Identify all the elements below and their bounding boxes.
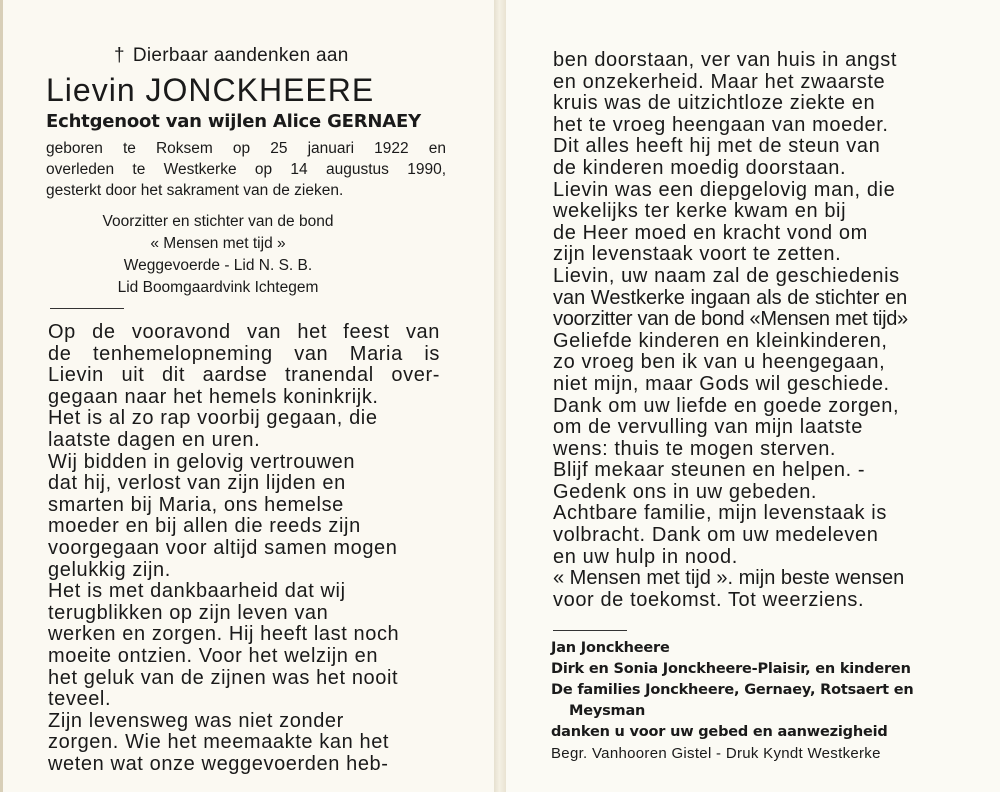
- signature-line: De families Jonckheere, Gernaey, Rotsaert en: [551, 682, 914, 698]
- text-line: voorgegaan voor altijd samen mogen: [48, 536, 398, 559]
- text-line: van Westkerke ingaan als de stichter en: [553, 286, 908, 309]
- text-line: Blijf mekaar steunen en helpen. -: [553, 459, 866, 482]
- text-line: laatste dagen en uren.: [48, 428, 261, 451]
- text-line: en onzekerheid. Maar het zwaarste: [553, 70, 886, 93]
- text-line: zorgen. Wie het meemaakte kan het: [48, 731, 390, 754]
- card-edge: [0, 0, 3, 792]
- text-line: Het is al zo rap voorbij gegaan, die: [48, 407, 378, 430]
- dedication-line: [114, 44, 446, 68]
- text-line: het te vroeg heengaan van moeder.: [553, 113, 889, 136]
- text-line: terugblikken op zijn leven van: [48, 601, 329, 624]
- text-line: zijn levenstaak voort te zetten.: [553, 243, 842, 266]
- text-line: Gedenk ons in uw gebeden.: [553, 480, 818, 503]
- memorial-header: [46, 44, 446, 299]
- text-line: niet mijn, maar Gods wil geschiede.: [553, 372, 890, 395]
- signature-line: danken u voor uw gebed en aanwezigheid: [551, 724, 888, 740]
- text-line: Lievin was een diepgelovig man, die: [553, 178, 896, 201]
- birth-line: geboren te Roksem op 25 januari 1922 en: [46, 140, 446, 157]
- text-line: de kinderen moedig doorstaan.: [553, 156, 847, 179]
- death-line: overleden te Westkerke op 14 augustus 1990,: [46, 161, 446, 178]
- cross-icon: †: [114, 45, 125, 66]
- text-line: Op de vooravond van het feest van: [48, 321, 440, 343]
- text-line: dat hij, verlost van zijn lijden en: [48, 472, 346, 495]
- signature-line: Meysman: [569, 703, 646, 719]
- affiliation-line: Voorzitter en stichter van de bond: [102, 213, 334, 230]
- affiliation-line: Lid Boomgaardvink Ichtegem: [117, 279, 319, 296]
- text-line: Lievin uit dit aardse tranendal over-: [48, 364, 440, 387]
- text-line: weten wat onze weggevoerden heb-: [48, 752, 389, 775]
- text-line: wekelijks ter kerke kwam en bij: [553, 200, 847, 223]
- text-line: zo vroeg ben ik van u heengegaan,: [553, 351, 886, 374]
- affiliations: [46, 211, 390, 299]
- text-line: Lievin, uw naam zal de geschiedenis: [553, 264, 900, 287]
- text-line: moeder en bij allen die reeds zijn: [48, 515, 361, 538]
- dedication-text: Dierbaar aandenken aan: [132, 45, 349, 66]
- text-line: en uw hulp in nood.: [553, 545, 738, 568]
- text-line: de Heer moed en kracht vond om: [553, 221, 868, 244]
- left-divider: [50, 308, 124, 309]
- text-line: moeite ontzien. Voor het welzijn en: [48, 644, 379, 667]
- text-line: ben doorstaan, ver van huis in angst: [553, 49, 898, 71]
- text-line: volbracht. Dank om uw medeleven: [553, 524, 879, 547]
- printer-credit: Begr. Vanhooren Gistel - Druk Kyndt Westkerke: [551, 745, 881, 762]
- text-line: gelukkig zijn.: [48, 558, 171, 581]
- sacrament-line: gesterkt door het sakrament van de zieken.: [46, 182, 344, 199]
- text-line: Wij bidden in gelovig vertrouwen: [48, 450, 356, 473]
- text-line: Dank om uw liefde en goede zorgen,: [553, 394, 900, 417]
- affiliation-line: « Mensen met tijd »: [150, 235, 286, 252]
- text-line: werken en zorgen. Hij heeft last noch: [48, 623, 400, 646]
- text-line: wens: thuis te mogen sterven.: [553, 437, 837, 460]
- right-divider: [553, 630, 627, 631]
- text-line: teveel.: [48, 688, 112, 711]
- signatures: [551, 638, 971, 764]
- text-line: Dit alles heeft hij met de steun van: [553, 135, 881, 158]
- text-line: gegaan naar het hemels koninkrijk.: [48, 385, 379, 408]
- text-line: Zijn levensweg was niet zonder: [48, 709, 344, 732]
- text-line: Achtbare familie, mijn levenstaak is: [553, 502, 887, 525]
- text-line: kruis was de uitzichtloze ziekte en: [553, 92, 876, 115]
- text-line: Het is met dankbaarheid dat wij: [48, 580, 346, 603]
- affiliation-line: Weggevoerde - Lid N. S. B.: [123, 257, 313, 274]
- text-line: het geluk van de zijnen was het nooit: [48, 666, 399, 689]
- spouse-line: Echtgenoot van wijlen Alice GERNAEY: [46, 111, 421, 132]
- right-body-text: [553, 50, 943, 611]
- text-line: Geliefde kinderen en kleinkinderen,: [553, 329, 888, 352]
- signature-line: Dirk en Sonia Jonckheere-Plaisir, en kinderen: [551, 661, 911, 677]
- text-line: de tenhemelopneming van Maria is: [48, 342, 440, 365]
- text-line: smarten bij Maria, ons hemelse: [48, 493, 344, 516]
- signature-line: Jan Jonckheere: [551, 640, 670, 656]
- text-line: voorzitter van de bond «Mensen met tijd»: [553, 308, 908, 331]
- left-body-text: [48, 322, 440, 775]
- text-line: voor de toekomst. Tot weerziens.: [553, 588, 865, 611]
- card-fold: [494, 0, 506, 792]
- text-line: « Mensen met tijd ». mijn beste wensen: [553, 567, 905, 590]
- civil-details: [46, 138, 446, 201]
- text-line: om de vervulling van mijn laatste: [553, 416, 863, 439]
- deceased-name: Lievin JONCKHEERE: [46, 72, 375, 108]
